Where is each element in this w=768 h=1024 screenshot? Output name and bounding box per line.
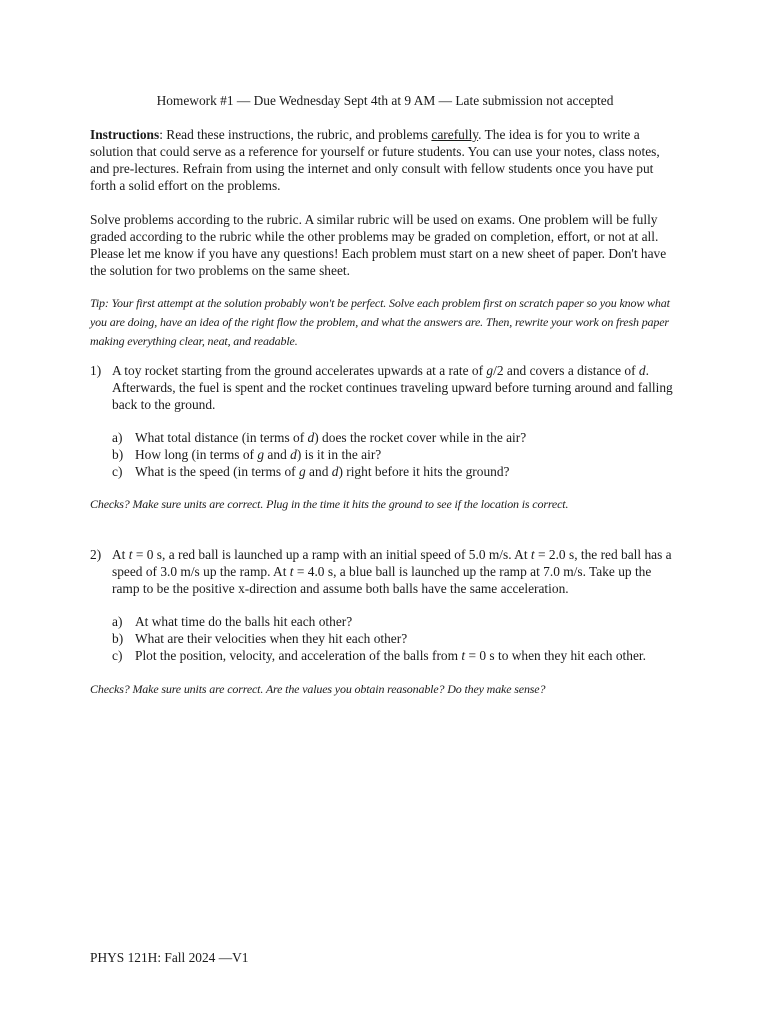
part-text: What are their velocities when they hit each other? [135, 631, 408, 646]
document-page [90, 0, 680, 1024]
part-text: What total distance (in terms of [135, 430, 308, 445]
part-text: ) does the rocket cover while in the air? [314, 430, 527, 445]
instructions-label: Instructions [90, 127, 160, 142]
var-t: t [128, 547, 133, 562]
problem-2-statement [112, 546, 680, 597]
part-var: g [257, 447, 265, 462]
instructions-underlined-word: carefully [431, 127, 479, 142]
var-t: t [530, 547, 535, 562]
instructions-text-1: : Read these instructions, the rubric, and problems [159, 127, 432, 142]
problem-2-number: 2) [90, 547, 102, 562]
problem-2-text: , the red ball has a speed of 3.0 m/s up the ramp. At [112, 547, 672, 579]
problem-2-parts [112, 613, 680, 664]
problem-1-number: 1) [90, 363, 102, 378]
part-text: What is the speed (in terms of [135, 464, 299, 479]
part-var: g [299, 464, 306, 479]
part-var: d [331, 464, 339, 479]
problem-2 [90, 546, 680, 664]
problem-1-part-b [112, 446, 680, 463]
part-text: At what time do the balls hit each other? [135, 614, 353, 629]
part-text: ) right before it hits the ground? [338, 464, 510, 479]
problem-1-text-b: /2 and covers a distance of [493, 363, 639, 378]
problem-2-part-c [112, 647, 680, 664]
part-label: b) [112, 631, 124, 646]
problem-1-part-a [112, 429, 680, 446]
page-footer: PHYS 121H: Fall 2024 —V1 [90, 950, 249, 965]
problem-2-part-b [112, 630, 680, 647]
part-label: c) [112, 648, 123, 663]
part-text: and [264, 447, 291, 462]
instructions-paragraph [90, 126, 678, 194]
problem-1-statement [112, 362, 680, 413]
problem-2-text: , a blue ball is launched up the ramp at 7.0 m/s. Take up the ramp to be the positive x-direction and assume both balls have the same acceleration. [112, 564, 652, 596]
problem-2-time: = 0 s [132, 547, 162, 562]
problem-1-text-c: . Afterwards, the fuel is spent and the rocket continues traveling upward before turning around and falling back to the ground. [112, 363, 673, 412]
problem-1-text-a: A toy rocket starting from the ground accelerates upwards at a rate of [112, 363, 487, 378]
part-text: to when they hit each other. [494, 648, 646, 663]
problem-2-text: , a red ball is launched up a ramp with an initial speed of 5.0 m/s. At [162, 547, 531, 562]
part-text: Plot the position, velocity, and acceleration of the balls from [135, 648, 462, 663]
problem-1-checks: Checks? Make sure units are correct. Plug in the time it hits the ground to see if the location is correct. [90, 497, 569, 511]
part-text: How long (in terms of [135, 447, 258, 462]
part-label: c) [112, 464, 123, 479]
problem-1-part-c [112, 463, 680, 480]
part-label: a) [112, 430, 123, 445]
problem-2-part-a [112, 613, 680, 630]
part-text: ) is it in the air? [296, 447, 382, 462]
part-label: a) [112, 614, 123, 629]
rubric-paragraph: Solve problems according to the rubric. A similar rubric will be used on exams. One problem will be fully graded according to the rubric while the other problems may be graded on completion, effort, or not at all. Please let me know if you have any questions! Each problem must start on a new sheet of paper. Don't have the solution for two problems on the same sheet. [90, 212, 667, 278]
var-g: g [486, 363, 494, 378]
problem-2-time: = 2.0 s [534, 547, 575, 562]
instructions-text-2: . The idea is for you to write a solution that could serve as a reference for yourself or future students. You can use your notes, class notes, and pre-lectures. Refrain from using the internet and only consult with fellow students once you have put forth a solid effort on the problems. [90, 127, 660, 193]
tip-paragraph: Tip: Your first attempt at the solution probably won't be perfect. Solve each problem first on scratch paper so you know what you are doing, have an idea of the right flow the problem, and what the answers are. Then, rewrite your work on fresh paper making everything clear, neat, and readable. [90, 296, 670, 348]
problem-2-time: = 4.0 s [293, 564, 334, 579]
problem-2-checks: Checks? Make sure units are correct. Are the values you obtain reasonable? Do they make sense? [90, 682, 546, 696]
var-t: t [289, 564, 294, 579]
part-var: d [307, 430, 315, 445]
problem-1 [90, 362, 680, 480]
part-label: b) [112, 447, 124, 462]
problem-2-text: At [112, 547, 129, 562]
part-text: and [305, 464, 332, 479]
var-d: d [638, 363, 646, 378]
var-t: t [461, 648, 466, 663]
part-time: = 0 s [465, 648, 495, 663]
part-var: d [290, 447, 297, 462]
problem-1-parts [112, 429, 680, 480]
homework-title: Homework #1 — Due Wednesday Sept 4th at 9 AM — Late submission not accepted [156, 93, 614, 108]
